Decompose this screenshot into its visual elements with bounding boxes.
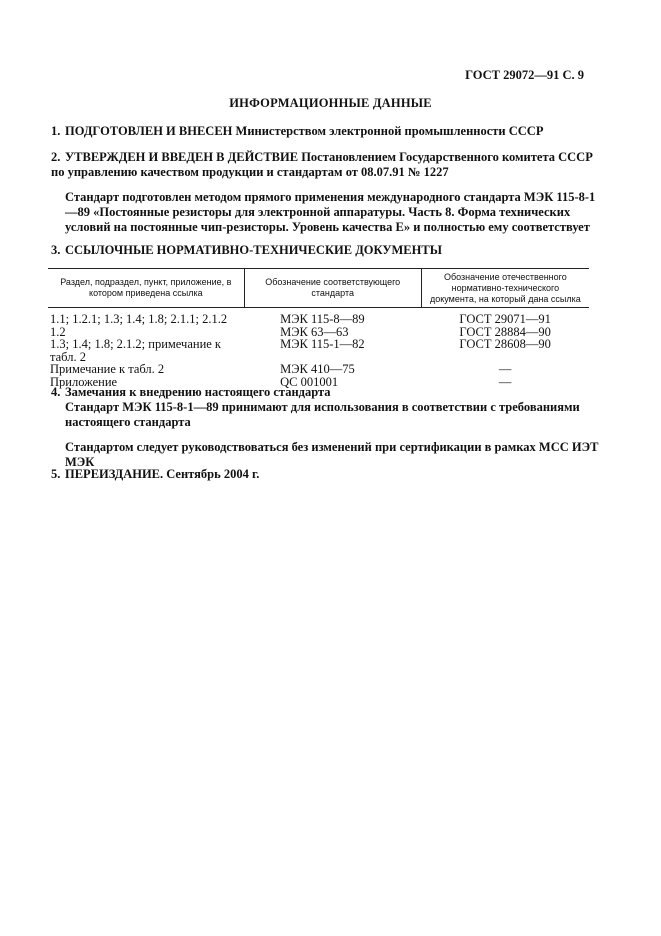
table-cell: QC 001001 — [280, 374, 339, 389]
table-row — [48, 308, 589, 326]
table-cell: — — [498, 374, 512, 389]
references-table — [48, 268, 589, 388]
table-cell: Приложение — [50, 374, 118, 389]
section-heading: Замечания к внедрению настоящего стандарта — [65, 385, 331, 399]
table-cell: 1.2 — [50, 324, 66, 339]
section-number: 3. — [51, 243, 61, 257]
section-text: Постановлением Государственного комитета СССР по управлению качеством продукции и стандартам от 08.07.91 № 1227 — [51, 150, 593, 179]
column-header-section: Раздел, подраздел, пункт, приложение, в котором приведена ссылка — [48, 269, 244, 308]
table-cell: 1.1; 1.2.1; 1.3; 1.4; 1.8; 2.1.1; 2.1.2 — [50, 312, 228, 326]
table-row — [48, 338, 589, 363]
table-cell: ГОСТ 29071—91 — [459, 312, 551, 326]
section-3 — [51, 243, 599, 258]
table-cell: МЭК 115-8—89 — [280, 312, 365, 326]
table-header-row — [48, 269, 589, 308]
table-row — [48, 363, 589, 376]
section-heading: ПОДГОТОВЛЕН И ВНЕСЕН — [65, 124, 233, 138]
section-heading: ПЕРЕИЗДАНИЕ. Сентябрь 2004 г. — [65, 467, 260, 481]
section-heading: УТВЕРЖДЕН И ВВЕДЕН В ДЕЙСТВИЕ — [65, 150, 299, 164]
section-5 — [51, 467, 599, 482]
section-text: Стандарт МЭК 115-8-1—89 принимают для использования в соответствии с требованиями настоящего стандарта — [65, 400, 580, 429]
table-cell: ГОСТ 28608—90 — [459, 337, 551, 351]
table-cell: — — [498, 362, 512, 376]
section-2 — [51, 150, 599, 180]
certification-paragraph: Стандартом следует руководствоваться без изменений при сертификации в рамках МСС ИЭТ МЭК — [65, 440, 599, 469]
table-cell: 1.3; 1.4; 1.8; 2.1.2; примечание к табл. 2 — [50, 337, 222, 364]
section-heading: ССЫЛОЧНЫЕ НОРМАТИВНО-ТЕХНИЧЕСКИЕ ДОКУМЕНТЫ — [65, 243, 442, 257]
section-4 — [51, 385, 599, 430]
section-number: 4. — [51, 385, 61, 399]
table-cell: МЭК 115-1—82 — [280, 337, 365, 351]
column-header-standard: Обозначение соответствующего стандарта — [244, 269, 421, 308]
section-text: Министерством электронной промышленности СССР — [232, 124, 544, 138]
section-number: 5. — [51, 467, 61, 481]
table-cell: МЭК 63—63 — [280, 324, 349, 339]
section-1 — [51, 124, 599, 139]
column-header-domestic-doc: Обозначение отечественного нормативно-технического документа, на который дана ссылка — [421, 269, 589, 308]
section-number: 1. — [51, 124, 61, 138]
section-number: 2. — [51, 150, 61, 164]
page-header: ГОСТ 29072—91 С. 9 — [465, 68, 584, 82]
table-cell: Примечание к табл. 2 — [50, 362, 165, 376]
table-cell: МЭК 410—75 — [280, 362, 355, 376]
document-title: ИНФОРМАЦИОННЫЕ ДАННЫЕ — [229, 96, 432, 110]
standard-note-paragraph: Стандарт подготовлен методом прямого применения международного стандарта МЭК 115-8-1—89 «Постоянные резисторы для электронной аппаратуры. Часть 8. Форма технических условий на постоянные чип-резисторы. Уровень качества Е» и полностью ему соответствует — [65, 190, 596, 234]
table-cell: ГОСТ 28884—90 — [459, 324, 551, 339]
